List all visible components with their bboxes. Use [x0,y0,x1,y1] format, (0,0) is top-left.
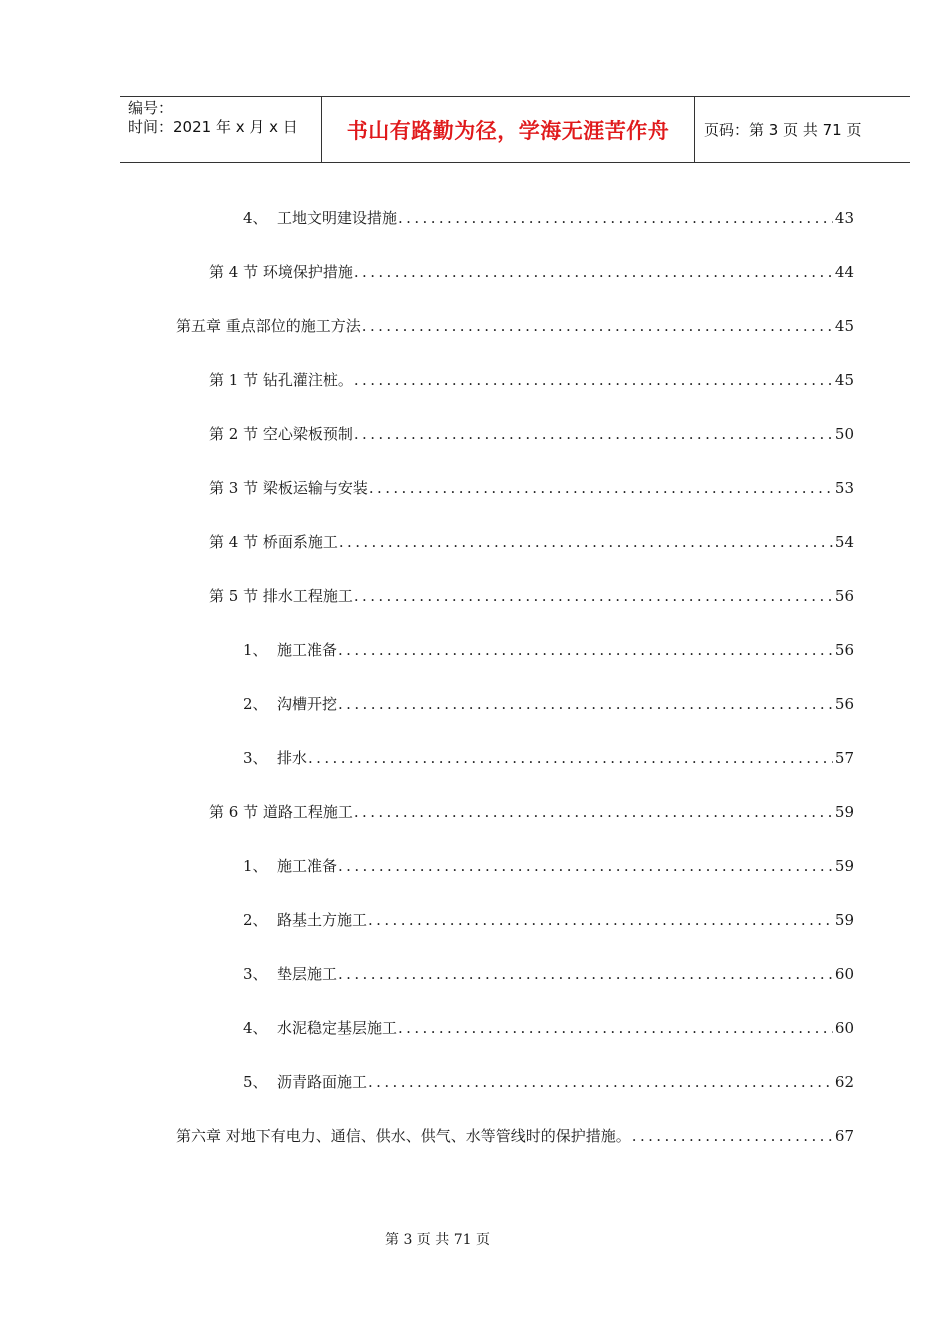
toc-entry-page: 60 [834,1019,854,1037]
document-date-label: 时间：2021 年 x 月 x 日 [128,118,298,136]
toc-entry[interactable] [243,640,854,660]
toc-leader-dots [354,370,833,390]
toc-leader-dots [368,1072,833,1092]
toc-entry-page: 45 [834,371,854,389]
toc-entry-number: 1、 [243,641,268,659]
toc-entry-title: 第 4 节 环境保护措施 [209,263,353,281]
toc-entry-number: 3、 [243,749,268,767]
toc-entry-number: 3、 [243,965,268,983]
toc-entry-title: 垫层施工 [277,965,338,983]
toc-leader-dots [338,640,833,660]
toc-leader-dots [338,964,833,984]
toc-entry[interactable] [243,208,854,228]
toc-entry-number: 4、 [243,209,268,227]
toc-entry-page: 53 [834,479,854,497]
toc-entry-page: 59 [834,857,854,875]
toc-entry[interactable] [243,1018,854,1038]
toc-entry[interactable] [243,748,854,768]
toc-entry[interactable] [209,532,854,552]
toc-entry-page: 56 [834,587,854,605]
header-motto: 书山有路勤为径，学海无涯苦作舟 [346,118,670,143]
toc-entry[interactable] [209,370,854,390]
toc-entry[interactable] [209,262,854,282]
toc-entry-title: 第五章 重点部位的施工方法 [176,317,361,335]
toc-entry-title: 第 4 节 桥面系施工 [209,533,338,551]
toc-entry-page: 60 [834,965,854,983]
toc-entry-title: 工地文明建设措施 [277,209,398,227]
toc-entry-page: 43 [834,209,854,227]
toc-leader-dots [354,802,833,822]
toc-entry-number: 2、 [243,911,268,929]
toc-leader-dots [354,586,833,606]
header-meta [128,99,298,137]
toc-entry-number: 2、 [243,695,268,713]
toc-entry-page: 59 [834,911,854,929]
toc-entry-page: 59 [834,803,854,821]
header-divider [694,97,695,162]
header-page-number: 页码：第 3 页 共 71 页 [704,121,862,139]
toc-entry-page: 62 [834,1073,854,1091]
toc-entry[interactable] [209,586,854,606]
page-footer [0,1229,950,1249]
toc-entry[interactable] [243,694,854,714]
toc-entry-title: 第六章 对地下有电力、通信、供水、供气、水等管线时的保护措施。 [176,1127,631,1145]
document-header [120,96,910,163]
document-number-label: 编号： [128,99,174,117]
toc-entry-page: 54 [834,533,854,551]
toc-entry-title: 施工准备 [277,857,338,875]
toc-leader-dots [632,1126,833,1146]
toc-entry-page: 50 [834,425,854,443]
toc-entry-page: 56 [834,695,854,713]
toc-leader-dots [338,694,833,714]
toc-entry-number: 1、 [243,857,268,875]
toc-leader-dots [308,748,833,768]
toc-entry[interactable] [243,1072,854,1092]
toc-entry[interactable] [209,424,854,444]
toc-entry[interactable] [209,802,854,822]
toc-entry[interactable] [243,964,854,984]
toc-entry[interactable] [243,856,854,876]
toc-leader-dots [339,532,833,552]
toc-entry-title: 施工准备 [277,641,338,659]
toc-entry-title: 第 2 节 空心梁板预制 [209,425,353,443]
toc-entry-title: 排水 [277,749,308,767]
toc-entry-page: 44 [834,263,854,281]
toc-entry[interactable] [209,478,854,498]
footer-page-number: 第 3 页 共 71 页 [385,1232,490,1248]
toc-entry-page: 57 [834,749,854,767]
toc-entry-title: 水泥稳定基层施工 [277,1019,398,1037]
toc-leader-dots [398,208,833,228]
toc-entry-title: 第 3 节 梁板运输与安装 [209,479,368,497]
toc-entry[interactable] [176,316,854,336]
toc-entry-number: 4、 [243,1019,268,1037]
toc-entry-title: 沥青路面施工 [277,1073,368,1091]
toc-leader-dots [368,910,833,930]
toc-leader-dots [369,478,833,498]
toc-leader-dots [398,1018,833,1038]
toc-leader-dots [354,424,833,444]
toc-leader-dots [338,856,833,876]
toc-entry-title: 第 6 节 道路工程施工 [209,803,353,821]
toc-leader-dots [362,316,833,336]
toc-entry-title: 沟槽开挖 [277,695,338,713]
toc-entry-page: 56 [834,641,854,659]
toc-entry-number: 5、 [243,1073,268,1091]
toc-entry-title: 路基土方施工 [277,911,368,929]
toc-entry-page: 67 [834,1127,854,1145]
toc-entry[interactable] [176,1126,854,1146]
toc-entry-title: 第 5 节 排水工程施工 [209,587,353,605]
toc-entry[interactable] [243,910,854,930]
toc-entry-page: 45 [834,317,854,335]
toc-leader-dots [354,262,833,282]
toc-entry-title: 第 1 节 钻孔灌注桩。 [209,371,353,389]
